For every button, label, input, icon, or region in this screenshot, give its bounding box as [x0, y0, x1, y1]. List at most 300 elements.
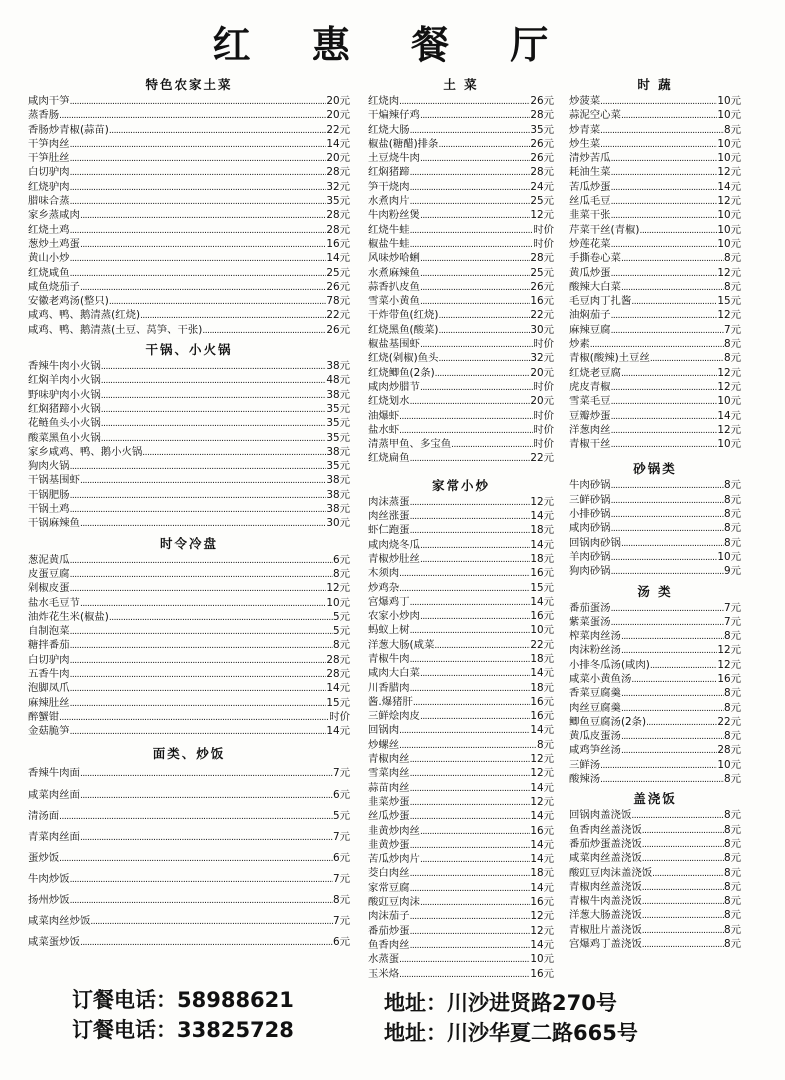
dish-name: 小排砂锅 — [569, 508, 611, 521]
menu-item — [28, 806, 350, 827]
dish-name: 红烧划水 — [368, 395, 410, 408]
menu-item — [368, 666, 554, 680]
dish-name: 油炸花生米(椒盐) — [28, 610, 109, 623]
leader-dots — [101, 402, 327, 416]
leader-dots — [109, 294, 327, 308]
section-title: 干锅、小火锅 — [145, 342, 233, 358]
dish-name: 五香牛肉 — [28, 667, 70, 680]
section-title: 盖浇饭 — [633, 791, 677, 807]
dish-name: 椒盐牛蛙 — [368, 237, 410, 250]
leader-dots — [410, 752, 531, 766]
leader-dots — [438, 137, 530, 151]
leader-dots — [642, 908, 724, 922]
dish-price: 5元 — [332, 809, 350, 822]
section-title: 土 菜 — [443, 77, 479, 92]
dish-name: 肉丝涨蛋 — [368, 510, 410, 523]
dish-price: 8元 — [723, 479, 741, 492]
dish-price: 14元 — [530, 881, 554, 894]
leader-dots — [410, 881, 531, 895]
menu-item — [368, 423, 554, 437]
leader-dots — [642, 851, 724, 865]
dish-name: 酱.爆猪肝 — [368, 695, 413, 708]
leader-dots — [420, 108, 530, 122]
dish-price: 8元 — [723, 866, 741, 879]
dish-name: 肉丝豆腐羹 — [569, 701, 621, 714]
leader-dots — [410, 909, 531, 923]
dish-price: 38元 — [326, 445, 350, 458]
menu-item — [368, 251, 554, 265]
menu-item — [368, 337, 554, 351]
leader-dots — [80, 596, 326, 610]
dish-name: 黄瓜炒蛋 — [569, 266, 611, 279]
dish-price: 10元 — [717, 438, 741, 451]
dish-name: 虎皮青椒 — [569, 380, 611, 393]
dish-price: 38元 — [326, 488, 350, 501]
dish-name: 肉沫蒸蛋 — [368, 495, 410, 508]
leader-dots — [59, 806, 333, 827]
leader-dots — [70, 502, 327, 516]
dish-price: 10元 — [717, 109, 741, 122]
menu-item — [368, 723, 554, 737]
leader-dots — [410, 938, 531, 952]
menu-item — [569, 521, 741, 535]
dish-name: 牛肉炒饭 — [28, 872, 70, 885]
menu-item — [569, 880, 741, 894]
leader-dots — [399, 581, 530, 595]
leader-dots — [80, 763, 333, 784]
dish-price: 26元 — [530, 280, 554, 293]
dish-name: 扬州炒饭 — [28, 894, 70, 907]
dish-name: 咸菜肉丝面 — [28, 788, 80, 801]
dish-price: 20元 — [326, 95, 350, 107]
dish-name: 回锅肉 — [368, 724, 400, 737]
section-tang — [569, 582, 741, 787]
dish-name: 咸鸡、鸭、鹅清蒸(红烧) — [28, 309, 141, 322]
leader-dots — [80, 932, 333, 953]
menu-item — [368, 223, 554, 237]
menu-item — [28, 137, 350, 151]
dish-price: 10元 — [717, 209, 741, 222]
menu-item — [569, 194, 741, 208]
menu-item — [569, 294, 741, 308]
dish-price: 8元 — [723, 823, 741, 836]
dish-name: 水煮肉片 — [368, 195, 410, 208]
dish-price: 8元 — [723, 280, 741, 293]
order-phone-2: 订餐电话：33825728 — [72, 1018, 294, 1042]
leader-dots — [410, 394, 531, 408]
menu-item — [569, 937, 741, 951]
dish-name: 酸豇豆肉沫盖浇饭 — [569, 866, 653, 879]
menu-item — [368, 795, 554, 809]
menu-item — [368, 495, 554, 509]
dish-price: 16元 — [326, 237, 350, 250]
menu-item — [368, 194, 554, 208]
menu-item — [368, 523, 554, 537]
menu-item — [368, 137, 554, 151]
leader-dots — [410, 838, 531, 852]
menu-column-right — [569, 75, 741, 954]
menu-item — [368, 781, 554, 795]
leader-dots — [410, 623, 531, 637]
leader-dots — [80, 237, 326, 251]
dish-price: 8元 — [723, 338, 741, 351]
menu-item — [368, 366, 554, 380]
dish-price: 8元 — [536, 738, 554, 751]
dish-price: 8元 — [723, 730, 741, 743]
dish-price: 26元 — [530, 152, 554, 165]
dish-price: 10元 — [717, 550, 741, 563]
menu-item — [569, 894, 741, 908]
leader-dots — [650, 658, 718, 672]
dish-name: 花鲢鱼头小火锅 — [28, 417, 101, 430]
leader-dots — [434, 638, 530, 652]
menu-item — [28, 373, 350, 387]
leader-dots — [631, 294, 717, 308]
dish-name: 酸辣汤 — [569, 773, 601, 786]
dish-price: 6元 — [332, 851, 350, 864]
menu-item — [368, 351, 554, 365]
dish-name: 三鲜砂锅 — [569, 493, 611, 506]
leader-dots — [101, 359, 327, 373]
dish-name: 咸肉砂锅 — [569, 522, 611, 535]
dish-price: 7元 — [723, 615, 741, 628]
dish-name: 小排冬瓜汤(咸肉) — [569, 658, 650, 671]
dish-price: 10元 — [717, 237, 741, 250]
menu-item — [28, 266, 350, 280]
dish-name: 清炒苦瓜 — [569, 152, 611, 165]
menu-item — [368, 180, 554, 194]
dish-price: 8元 — [723, 880, 741, 893]
leader-dots — [611, 521, 724, 535]
menu-item — [28, 610, 350, 624]
dish-price: 12元 — [326, 582, 350, 595]
dish-name: 咸肉干笋 — [28, 95, 70, 107]
menu-item — [569, 908, 741, 922]
restaurant-title: 红 惠 餐 厅 — [212, 22, 573, 67]
dish-name: 回锅肉盖浇饭 — [569, 809, 632, 822]
dish-name: 红烧(剁椒)鱼头 — [368, 352, 439, 365]
dish-name: 红烧肉 — [368, 95, 400, 107]
leader-dots — [70, 653, 327, 667]
section-title: 家常小炒 — [431, 477, 490, 493]
dish-name: 家常豆腐 — [368, 881, 410, 894]
section-gaijiao — [569, 789, 741, 951]
dish-name: 干锅土鸡 — [28, 503, 70, 516]
menu-item — [569, 380, 741, 394]
dish-price: 35元 — [326, 460, 350, 473]
dish-name: 苦瓜炒蛋 — [569, 180, 611, 193]
dish-name: 鲫鱼豆腐汤(2条) — [569, 715, 647, 728]
menu-item — [368, 294, 554, 308]
dish-name: 水蒸蛋 — [368, 953, 400, 966]
menu-item — [28, 785, 350, 806]
leader-dots — [611, 409, 718, 423]
leader-dots — [642, 823, 724, 837]
menu-item — [28, 624, 350, 638]
dish-name: 红烧老豆腐 — [569, 366, 621, 379]
leader-dots — [399, 738, 537, 752]
dish-name: 油爆虾 — [368, 409, 400, 422]
leader-dots — [420, 380, 533, 394]
dish-price: 26元 — [326, 323, 350, 336]
dish-name: 红烧黑鱼(酸菜) — [368, 323, 439, 336]
leader-dots — [70, 638, 333, 652]
leader-dots — [101, 373, 327, 387]
leader-dots — [631, 672, 717, 686]
dish-price: 12元 — [717, 366, 741, 379]
dish-price: 时价 — [533, 409, 554, 422]
section-title: 时令冷盘 — [159, 535, 218, 551]
leader-dots — [109, 123, 327, 137]
dish-price: 12元 — [717, 266, 741, 279]
dish-name: 雪菜毛豆 — [569, 395, 611, 408]
dish-name: 牛肉砂锅 — [569, 479, 611, 492]
dish-price: 8元 — [723, 493, 741, 506]
dish-name: 炒素 — [569, 338, 590, 351]
dish-name: 青椒(酸辣)土豆丝 — [569, 352, 650, 365]
dish-price: 22元 — [530, 638, 554, 651]
menu-item — [569, 701, 741, 715]
leader-dots — [80, 516, 326, 530]
dish-name: 红烧驴肉 — [28, 180, 70, 193]
dish-price: 28元 — [717, 744, 741, 757]
dish-name: 虾仁跑蛋 — [368, 524, 410, 537]
leader-dots — [410, 237, 534, 251]
dish-price: 14元 — [326, 252, 350, 265]
address-1 — [384, 987, 617, 1017]
dish-name: 炒青菜 — [569, 123, 601, 136]
dish-price: 12元 — [717, 423, 741, 436]
leader-dots — [70, 459, 327, 473]
menu-item — [368, 308, 554, 322]
dish-price: 10元 — [717, 137, 741, 150]
dish-name: 毛豆肉丁扎酱 — [569, 295, 632, 308]
dish-name: 韭黄炒蛋 — [368, 838, 410, 851]
leader-dots — [109, 610, 333, 624]
dish-price: 14元 — [530, 510, 554, 523]
menu-item — [28, 596, 350, 610]
leader-dots — [410, 123, 531, 137]
dish-price: 26元 — [530, 95, 554, 107]
menu-item — [368, 866, 554, 880]
address-1-text: 地址：川沙进贤路270号 — [384, 991, 617, 1015]
menu-item — [368, 824, 554, 838]
leader-dots — [80, 827, 333, 848]
leader-dots — [70, 696, 327, 710]
menu-item — [28, 488, 350, 502]
dish-price: 25元 — [326, 266, 350, 279]
section-title: 面类、炒饭 — [152, 746, 226, 762]
dish-price: 14元 — [717, 180, 741, 193]
dish-name: 咸菜小黄鱼汤 — [569, 672, 632, 685]
menu-item — [368, 809, 554, 823]
leader-dots — [410, 451, 531, 465]
menu-item — [368, 623, 554, 637]
dish-name: 干笋肚丝 — [28, 152, 70, 165]
leader-dots — [621, 643, 717, 657]
leader-dots — [410, 165, 531, 179]
dish-price: 32元 — [326, 180, 350, 193]
leader-dots — [70, 581, 327, 595]
dish-name: 咸菜肉丝盖浇饭 — [569, 852, 642, 865]
dish-name: 鱼香肉丝 — [368, 938, 410, 951]
dish-name: 家乡蒸咸肉 — [28, 209, 80, 222]
menu-item — [569, 151, 741, 165]
menu-item — [368, 967, 554, 981]
dish-price: 14元 — [530, 938, 554, 951]
menu-item — [368, 952, 554, 966]
dish-price: 8元 — [723, 352, 741, 365]
dish-name: 黄山小炒 — [28, 252, 70, 265]
dish-price: 8元 — [723, 536, 741, 549]
menu-item — [569, 493, 741, 507]
dish-price: 15元 — [326, 696, 350, 709]
dish-price: 22元 — [717, 715, 741, 728]
leader-dots — [600, 123, 724, 137]
leader-dots — [399, 723, 530, 737]
menu-item — [28, 516, 350, 530]
dish-name: 咸鸡、鸭、鹅清蒸(土豆、莴笋、干张) — [28, 323, 203, 336]
menu-item — [569, 772, 741, 786]
dish-name: 宫爆鸡丁 — [368, 595, 410, 608]
menu-item — [28, 323, 350, 337]
menu-item — [368, 151, 554, 165]
dish-price: 12元 — [530, 767, 554, 780]
menu-item — [368, 938, 554, 952]
dish-name: 木须肉 — [368, 567, 400, 580]
dish-price: 12元 — [717, 380, 741, 393]
menu-item — [569, 715, 741, 729]
menu-item — [368, 881, 554, 895]
dish-name: 雪菜小黄鱼 — [368, 295, 420, 308]
dish-name: 青椒牛肉盖浇饭 — [569, 895, 642, 908]
dish-name: 醉蟹钳 — [28, 710, 60, 723]
dish-price: 20元 — [326, 152, 350, 165]
leader-dots — [70, 194, 327, 208]
dish-price: 10元 — [717, 95, 741, 107]
leader-dots — [600, 137, 717, 151]
dish-name: 红烧扁鱼 — [368, 452, 410, 465]
dish-name: 干锅麻辣鱼 — [28, 517, 80, 530]
dish-price: 10元 — [717, 152, 741, 165]
menu-item — [569, 837, 741, 851]
dish-name: 红烧牛蛙 — [368, 223, 410, 236]
dish-price: 8元 — [723, 701, 741, 714]
leader-dots — [399, 94, 530, 108]
dish-price: 8元 — [332, 894, 350, 907]
menu-item — [28, 724, 350, 738]
dish-price: 32元 — [530, 352, 554, 365]
dish-name: 炒菠菜 — [569, 95, 601, 107]
dish-price: 12元 — [717, 309, 741, 322]
menu-item — [28, 581, 350, 595]
leader-dots — [410, 180, 531, 194]
menu-item — [28, 388, 350, 402]
dish-name: 笋干烧肉 — [368, 180, 410, 193]
dish-price: 9元 — [723, 565, 741, 578]
section-lengpan — [28, 534, 350, 739]
menu-item — [28, 151, 350, 165]
dish-price: 时价 — [533, 223, 554, 236]
dish-price: 20元 — [530, 395, 554, 408]
leader-dots — [70, 137, 327, 151]
dish-price: 7元 — [332, 872, 350, 885]
dish-price: 35元 — [326, 402, 350, 415]
dish-name: 丝瓜炒蛋 — [368, 810, 410, 823]
dish-price: 7元 — [723, 601, 741, 614]
leader-dots — [420, 852, 530, 866]
dish-price: 10元 — [717, 758, 741, 771]
leader-dots — [410, 495, 531, 509]
menu-item — [28, 431, 350, 445]
leader-dots — [621, 629, 724, 643]
leader-dots — [611, 308, 718, 322]
dish-price: 22元 — [530, 309, 554, 322]
menu-item — [28, 123, 350, 137]
dish-price: 14元 — [530, 667, 554, 680]
leader-dots — [451, 437, 533, 451]
menu-item — [368, 766, 554, 780]
dish-price: 6元 — [332, 936, 350, 949]
leader-dots — [611, 208, 718, 222]
leader-dots — [420, 824, 530, 838]
dish-price: 12元 — [717, 166, 741, 179]
leader-dots — [621, 366, 717, 380]
section-title: 汤 类 — [637, 583, 673, 599]
dish-name: 蒜香扒皮鱼 — [368, 280, 420, 293]
dish-price: 时价 — [533, 380, 554, 393]
dish-price: 35元 — [326, 417, 350, 430]
dish-name: 咸鱼烧茄子 — [28, 280, 80, 293]
dish-name: 茭白肉丝 — [368, 867, 410, 880]
leader-dots — [621, 743, 717, 757]
dish-name: 羊肉砂锅 — [569, 550, 611, 563]
dish-price: 30元 — [530, 323, 554, 336]
leader-dots — [70, 151, 327, 165]
dish-price: 18元 — [530, 681, 554, 694]
leader-dots — [70, 667, 327, 681]
dish-price: 10元 — [717, 223, 741, 236]
menu-item — [569, 808, 741, 822]
dish-name: 雪菜肉丝 — [368, 767, 410, 780]
dish-price: 6元 — [332, 553, 350, 566]
dish-price: 18元 — [530, 552, 554, 565]
dish-price: 14元 — [326, 137, 350, 150]
leader-dots — [611, 564, 724, 578]
dish-name: 风味炒哈蜊 — [368, 252, 420, 265]
leader-dots — [438, 351, 530, 365]
leader-dots — [611, 437, 718, 451]
section-ganguo — [28, 340, 350, 531]
leader-dots — [438, 308, 530, 322]
menu-item — [569, 643, 741, 657]
leader-dots — [611, 380, 718, 394]
dish-price: 7元 — [332, 767, 350, 780]
menu-item — [28, 681, 350, 695]
menu-item — [569, 137, 741, 151]
dish-price: 14元 — [530, 724, 554, 737]
leader-dots — [650, 351, 724, 365]
dish-price: 12元 — [530, 795, 554, 808]
menu-item — [569, 823, 741, 837]
dish-price: 8元 — [723, 938, 741, 951]
menu-item — [569, 308, 741, 322]
dish-name: 剁椒皮蛋 — [28, 582, 70, 595]
dish-name: 番茄蛋汤 — [569, 601, 611, 614]
dish-name: 糖拌番茄 — [28, 639, 70, 652]
dish-price: 16元 — [717, 672, 741, 685]
dish-price: 16元 — [530, 695, 554, 708]
